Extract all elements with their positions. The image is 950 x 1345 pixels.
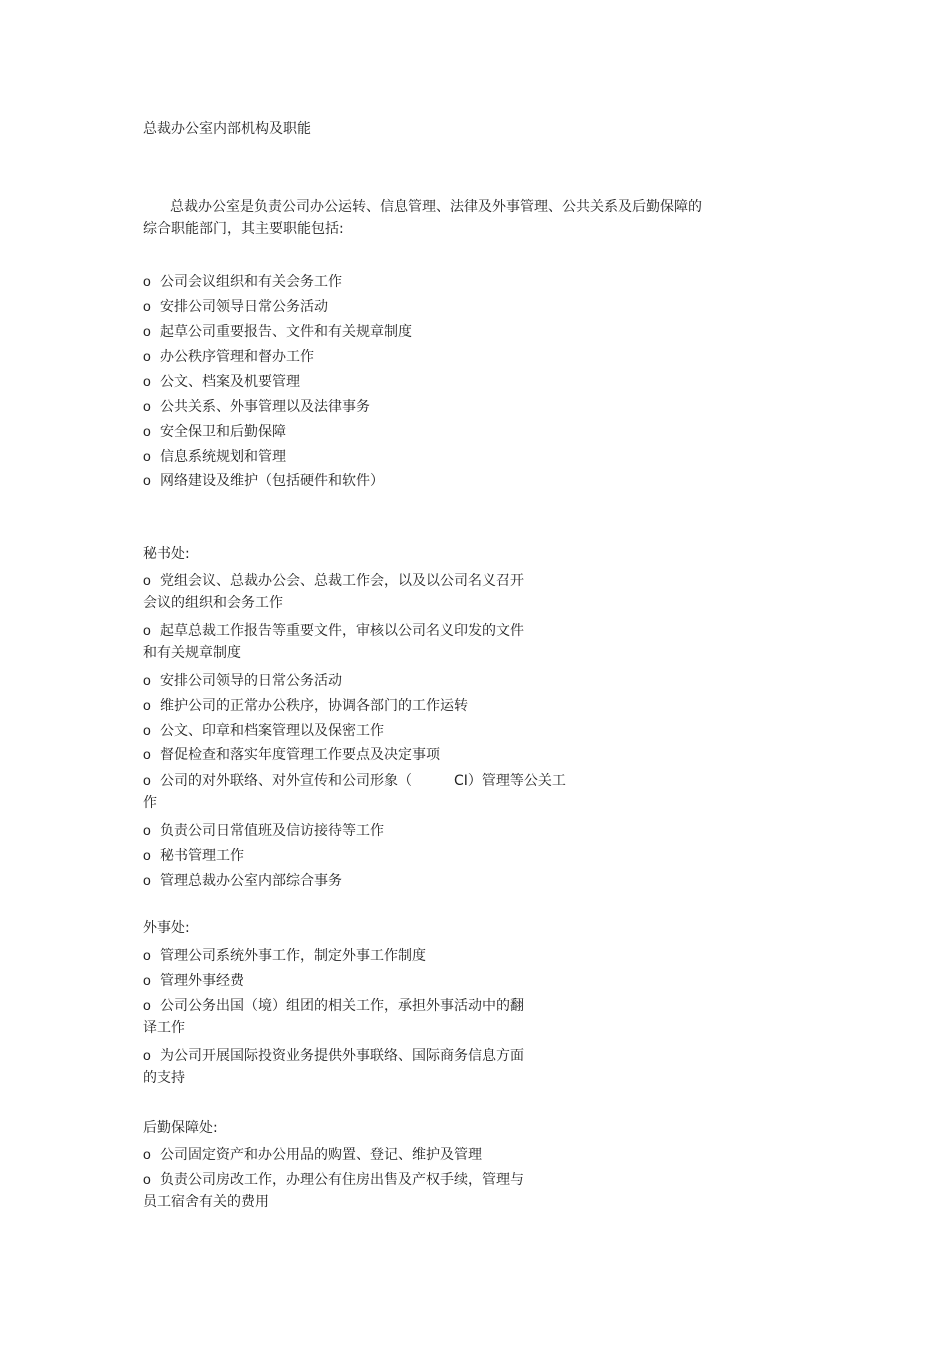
list-item-continuation: 作 [143,795,157,811]
intro-paragraph-line-1: 总裁办公室是负责公司办公运转、信息管理、法律及外事管理、公共关系及后勤保障的 [170,199,702,215]
bullet-marker: o [143,1171,151,1187]
list-item: o 安排公司领导的日常公务活动 [143,672,342,689]
list-item: o 公司固定资产和办公用品的购置、登记、维护及管理 [143,1146,482,1163]
bullet-marker: o [143,872,151,888]
section-heading-secretariat: 秘书处: [143,546,190,562]
list-item: o 督促检查和落实年度管理工作要点及决定事项 [143,746,440,763]
bullet-marker: o [143,273,151,289]
list-item-continuation: 译工作 [143,1020,185,1036]
bullet-marker: o [143,1146,151,1162]
bullet-marker: o [143,822,151,838]
list-item: o 公文、印章和档案管理以及保密工作 [143,722,384,739]
list-item: o 公司会议组织和有关会务工作 [143,273,342,290]
bullet-marker: o [143,847,151,863]
list-item: o 安全保卫和后勤保障 [143,423,286,440]
bullet-marker: o [143,622,151,638]
bullet-marker: o [143,572,151,588]
list-item-continuation: 的支持 [143,1070,185,1086]
bullet-marker: o [143,972,151,988]
list-item: o 公司的对外联络、对外宣传和公司形象（ CI）管理等公关工 [143,772,566,789]
list-item: o 负责公司房改工作，办理公有住房出售及产权手续，管理与 [143,1171,524,1188]
list-item-continuation: 和有关规章制度 [143,645,241,661]
list-item: o 网络建设及维护（包括硬件和软件） [143,472,384,489]
list-item: o 秘书管理工作 [143,847,244,864]
bullet-marker: o [143,298,151,314]
list-item: o 负责公司日常值班及信访接待等工作 [143,822,384,839]
list-item: o 起草公司重要报告、文件和有关规章制度 [143,323,412,340]
list-item: o 维护公司的正常办公秩序，协调各部门的工作运转 [143,697,468,714]
intro-paragraph-line-2: 综合职能部门，其主要职能包括: [143,221,344,237]
list-item: o 管理总裁办公室内部综合事务 [143,872,342,889]
bullet-marker: o [143,697,151,713]
list-item: o 办公秩序管理和督办工作 [143,348,314,365]
list-item: o 信息系统规划和管理 [143,448,286,465]
bullet-marker: o [143,373,151,389]
list-item: o 公共关系、外事管理以及法律事务 [143,398,370,415]
list-item: o 为公司开展国际投资业务提供外事联络、国际商务信息方面 [143,1047,524,1064]
list-item-continuation: 会议的组织和会务工作 [143,595,283,611]
list-item-continuation: 员工宿舍有关的费用 [143,1194,269,1210]
bullet-marker: o [143,947,151,963]
bullet-marker: o [143,398,151,414]
list-item: o 党组会议、总裁办公会、总裁工作会，以及以公司名义召开 [143,572,524,589]
bullet-marker: o [143,746,151,762]
bullet-marker: o [143,472,151,488]
section-heading-logistics: 后勤保障处: [143,1120,218,1136]
bullet-marker: o [143,423,151,439]
section-heading-foreign-affairs: 外事处: [143,920,190,936]
list-item: o 公文、档案及机要管理 [143,373,300,390]
document-title: 总裁办公室内部机构及职能 [143,121,311,137]
bullet-marker: o [143,448,151,464]
list-item: o 公司公务出国（境）组团的相关工作，承担外事活动中的翻 [143,997,524,1014]
list-item: o 管理公司系统外事工作，制定外事工作制度 [143,947,426,964]
bullet-marker: o [143,323,151,339]
bullet-marker: o [143,997,151,1013]
list-item: o 管理外事经费 [143,972,244,989]
bullet-marker: o [143,772,151,788]
list-item: o 起草总裁工作报告等重要文件，审核以公司名义印发的文件 [143,622,524,639]
bullet-marker: o [143,672,151,688]
bullet-marker: o [143,348,151,364]
list-item: o 安排公司领导日常公务活动 [143,298,328,315]
bullet-marker: o [143,1047,151,1063]
bullet-marker: o [143,722,151,738]
